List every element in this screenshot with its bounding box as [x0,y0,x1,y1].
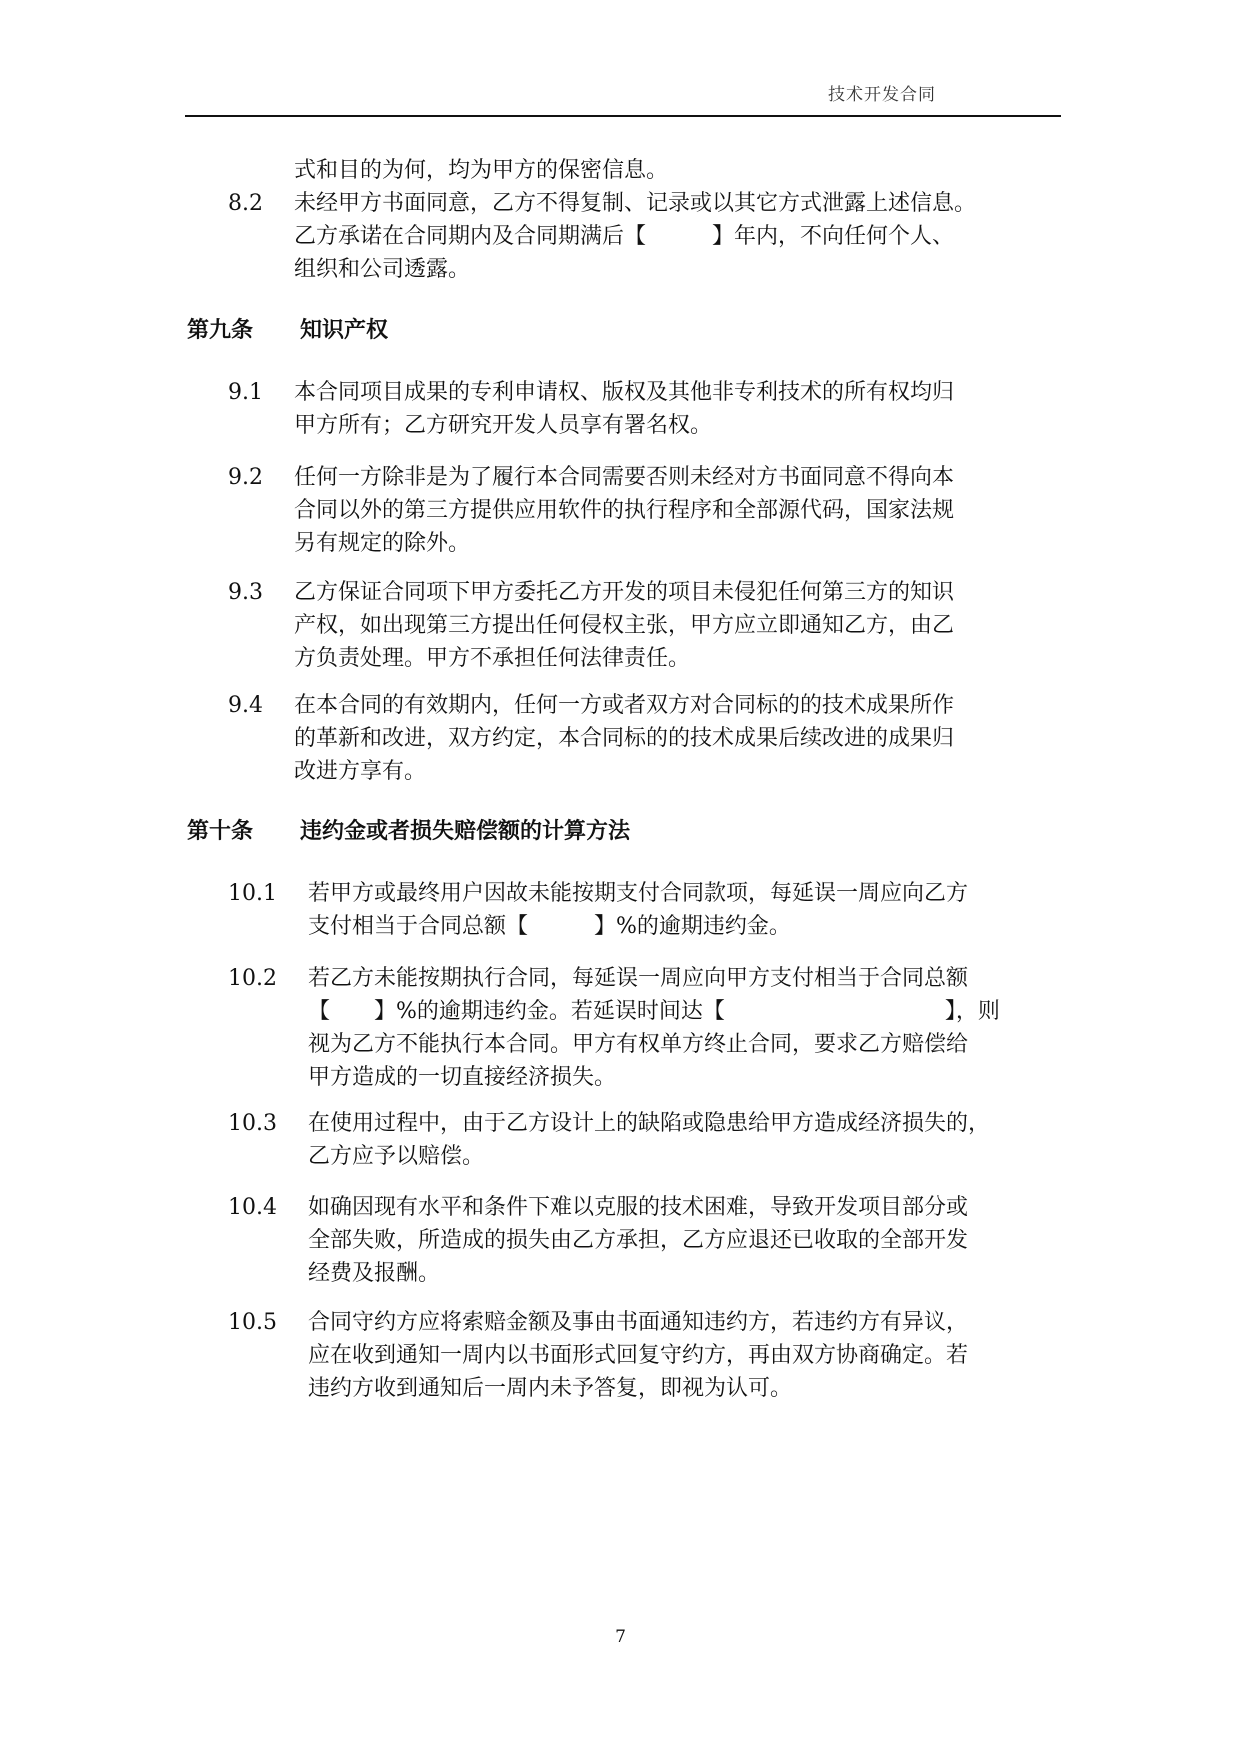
text-line: 乙方应予以赔偿。 [308,1144,485,1169]
text-line: 全部失败，所造成的损失由乙方承担，乙方应退还已收取的全部开发 [308,1228,969,1253]
article-number: 第九条 [187,318,254,343]
clause-text [294,576,1074,675]
clause-text [294,689,1074,788]
text-line: 合同以外的第三方提供应用软件的执行程序和全部源代码，国家法规 [294,498,955,523]
text-line: 在本合同的有效期内，任何一方或者双方对合同标的的技术成果所作 [294,693,955,718]
clause-number: 9.1 [228,380,263,405]
clause-text [308,1107,1074,1173]
text-line: 式和目的为何，均为甲方的保密信息。 [294,158,669,183]
text-line: 组织和公司透露。 [294,257,471,282]
article-title: 违约金或者损失赔偿额的计算方法 [300,819,631,844]
text-line: 若甲方或最终用户因故未能按期支付合同款项，每延误一周应向乙方 [308,881,969,906]
clause-text [308,1191,1074,1290]
text-line: 本合同项目成果的专利申请权、版权及其他非专利技术的所有权均归 [294,380,955,405]
text-line: 视为乙方不能执行本合同。甲方有权单方终止合同，要求乙方赔偿给 [308,1032,969,1057]
clause-number: 9.2 [228,465,263,490]
text-line: 经费及报酬。 [308,1261,441,1286]
text-line: 未经甲方书面同意，乙方不得复制、记录或以其它方式泄露上述信息。 [294,191,977,216]
text-line: 乙方保证合同项下甲方委托乙方开发的项目未侵犯任何第三方的知识 [294,580,955,605]
clause-number: 8.2 [228,191,263,216]
clause-text [294,461,1074,560]
page-number: 7 [615,1627,626,1647]
article-number: 第十条 [187,819,254,844]
clause-number: 10.1 [228,881,277,906]
clause-number: 10.4 [228,1195,277,1220]
text-line: 应在收到通知一周内以书面形式回复守约方，再由双方协商确定。若 [308,1343,969,1368]
text-line: 产权，如出现第三方提出任何侵权主张，甲方应立即通知乙方，由乙 [294,613,955,638]
text-line: 方负责处理。甲方不承担任何法律责任。 [294,646,691,671]
text-line: 如确因现有水平和条件下难以克服的技术困难，导致开发项目部分或 [308,1195,969,1220]
text-line: 甲方造成的一切直接经济损失。 [308,1065,617,1090]
text-line: 另有规定的除外。 [294,531,471,556]
clause-number: 10.5 [228,1310,277,1335]
text-line: 甲方所有；乙方研究开发人员享有署名权。 [294,413,713,438]
clause-number: 9.4 [228,693,263,718]
text-line: 改进方享有。 [294,759,427,784]
clause-number: 10.2 [228,966,277,991]
clause-text [308,962,1074,1094]
header-title: 技术开发合同 [828,85,936,105]
clause-text [308,1306,1074,1405]
text-line: 支付相当于合同总额【 】%的逾期违约金。 [308,914,791,939]
text-line: 任何一方除非是为了履行本合同需要否则未经对方书面同意不得向本 [294,465,955,490]
article-title: 知识产权 [300,318,389,343]
clause-text [294,376,1074,442]
text-line: 违约方收到通知后一周内未予答复，即视为认可。 [308,1376,793,1401]
clause-text [308,877,1074,943]
text-line: 合同守约方应将索赔金额及事由书面通知违约方，若违约方有异议， [308,1310,969,1335]
text-line: 的革新和改进，双方约定，本合同标的的技术成果后续改进的成果归 [294,726,955,751]
header-rule [185,115,1061,117]
text-line: 若乙方未能按期执行合同，每延误一周应向甲方支付相当于合同总额 [308,966,969,991]
text-line: 在使用过程中，由于乙方设计上的缺陷或隐患给甲方造成经济损失的， [308,1111,991,1136]
clause-text [294,187,1074,286]
clause-number: 9.3 [228,580,263,605]
text-line: 【 】%的逾期违约金。若延误时间达【 】，则 [308,999,1000,1024]
clause-number: 10.3 [228,1111,277,1136]
continuation-paragraph [294,154,668,187]
text-line: 乙方承诺在合同期内及合同期满后【 】年内，不向任何个人、 [294,224,955,249]
